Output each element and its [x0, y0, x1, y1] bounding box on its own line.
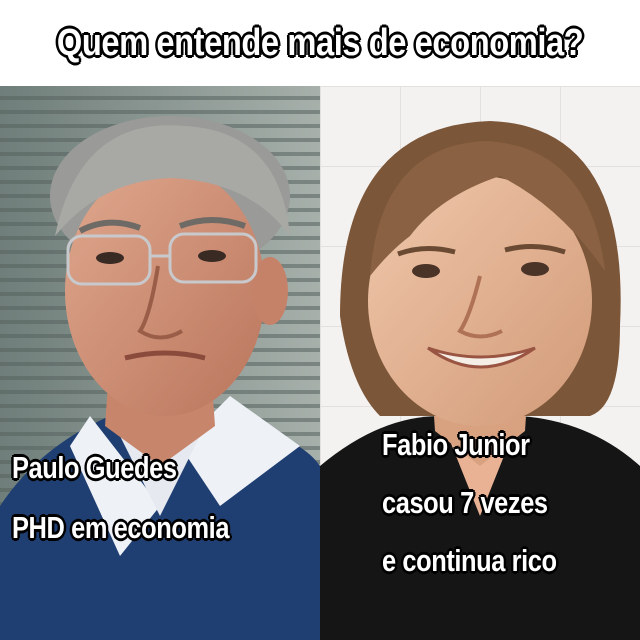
title-bar — [0, 0, 640, 86]
right-caption-name: Fabio Junior — [382, 427, 530, 462]
right-caption-detail-1: casou 7 vezes — [382, 485, 548, 520]
left-caption-name: Paulo Guedes — [12, 450, 177, 485]
right-caption-detail-2: e continua rico — [382, 543, 557, 578]
left-photo-panel — [0, 86, 320, 640]
right-caption — [382, 416, 557, 590]
meme-title: Quem entende mais de economia? — [56, 21, 584, 64]
right-photo-panel — [320, 86, 640, 640]
left-caption — [12, 438, 229, 558]
left-caption-detail: PHD em economia — [12, 510, 230, 545]
